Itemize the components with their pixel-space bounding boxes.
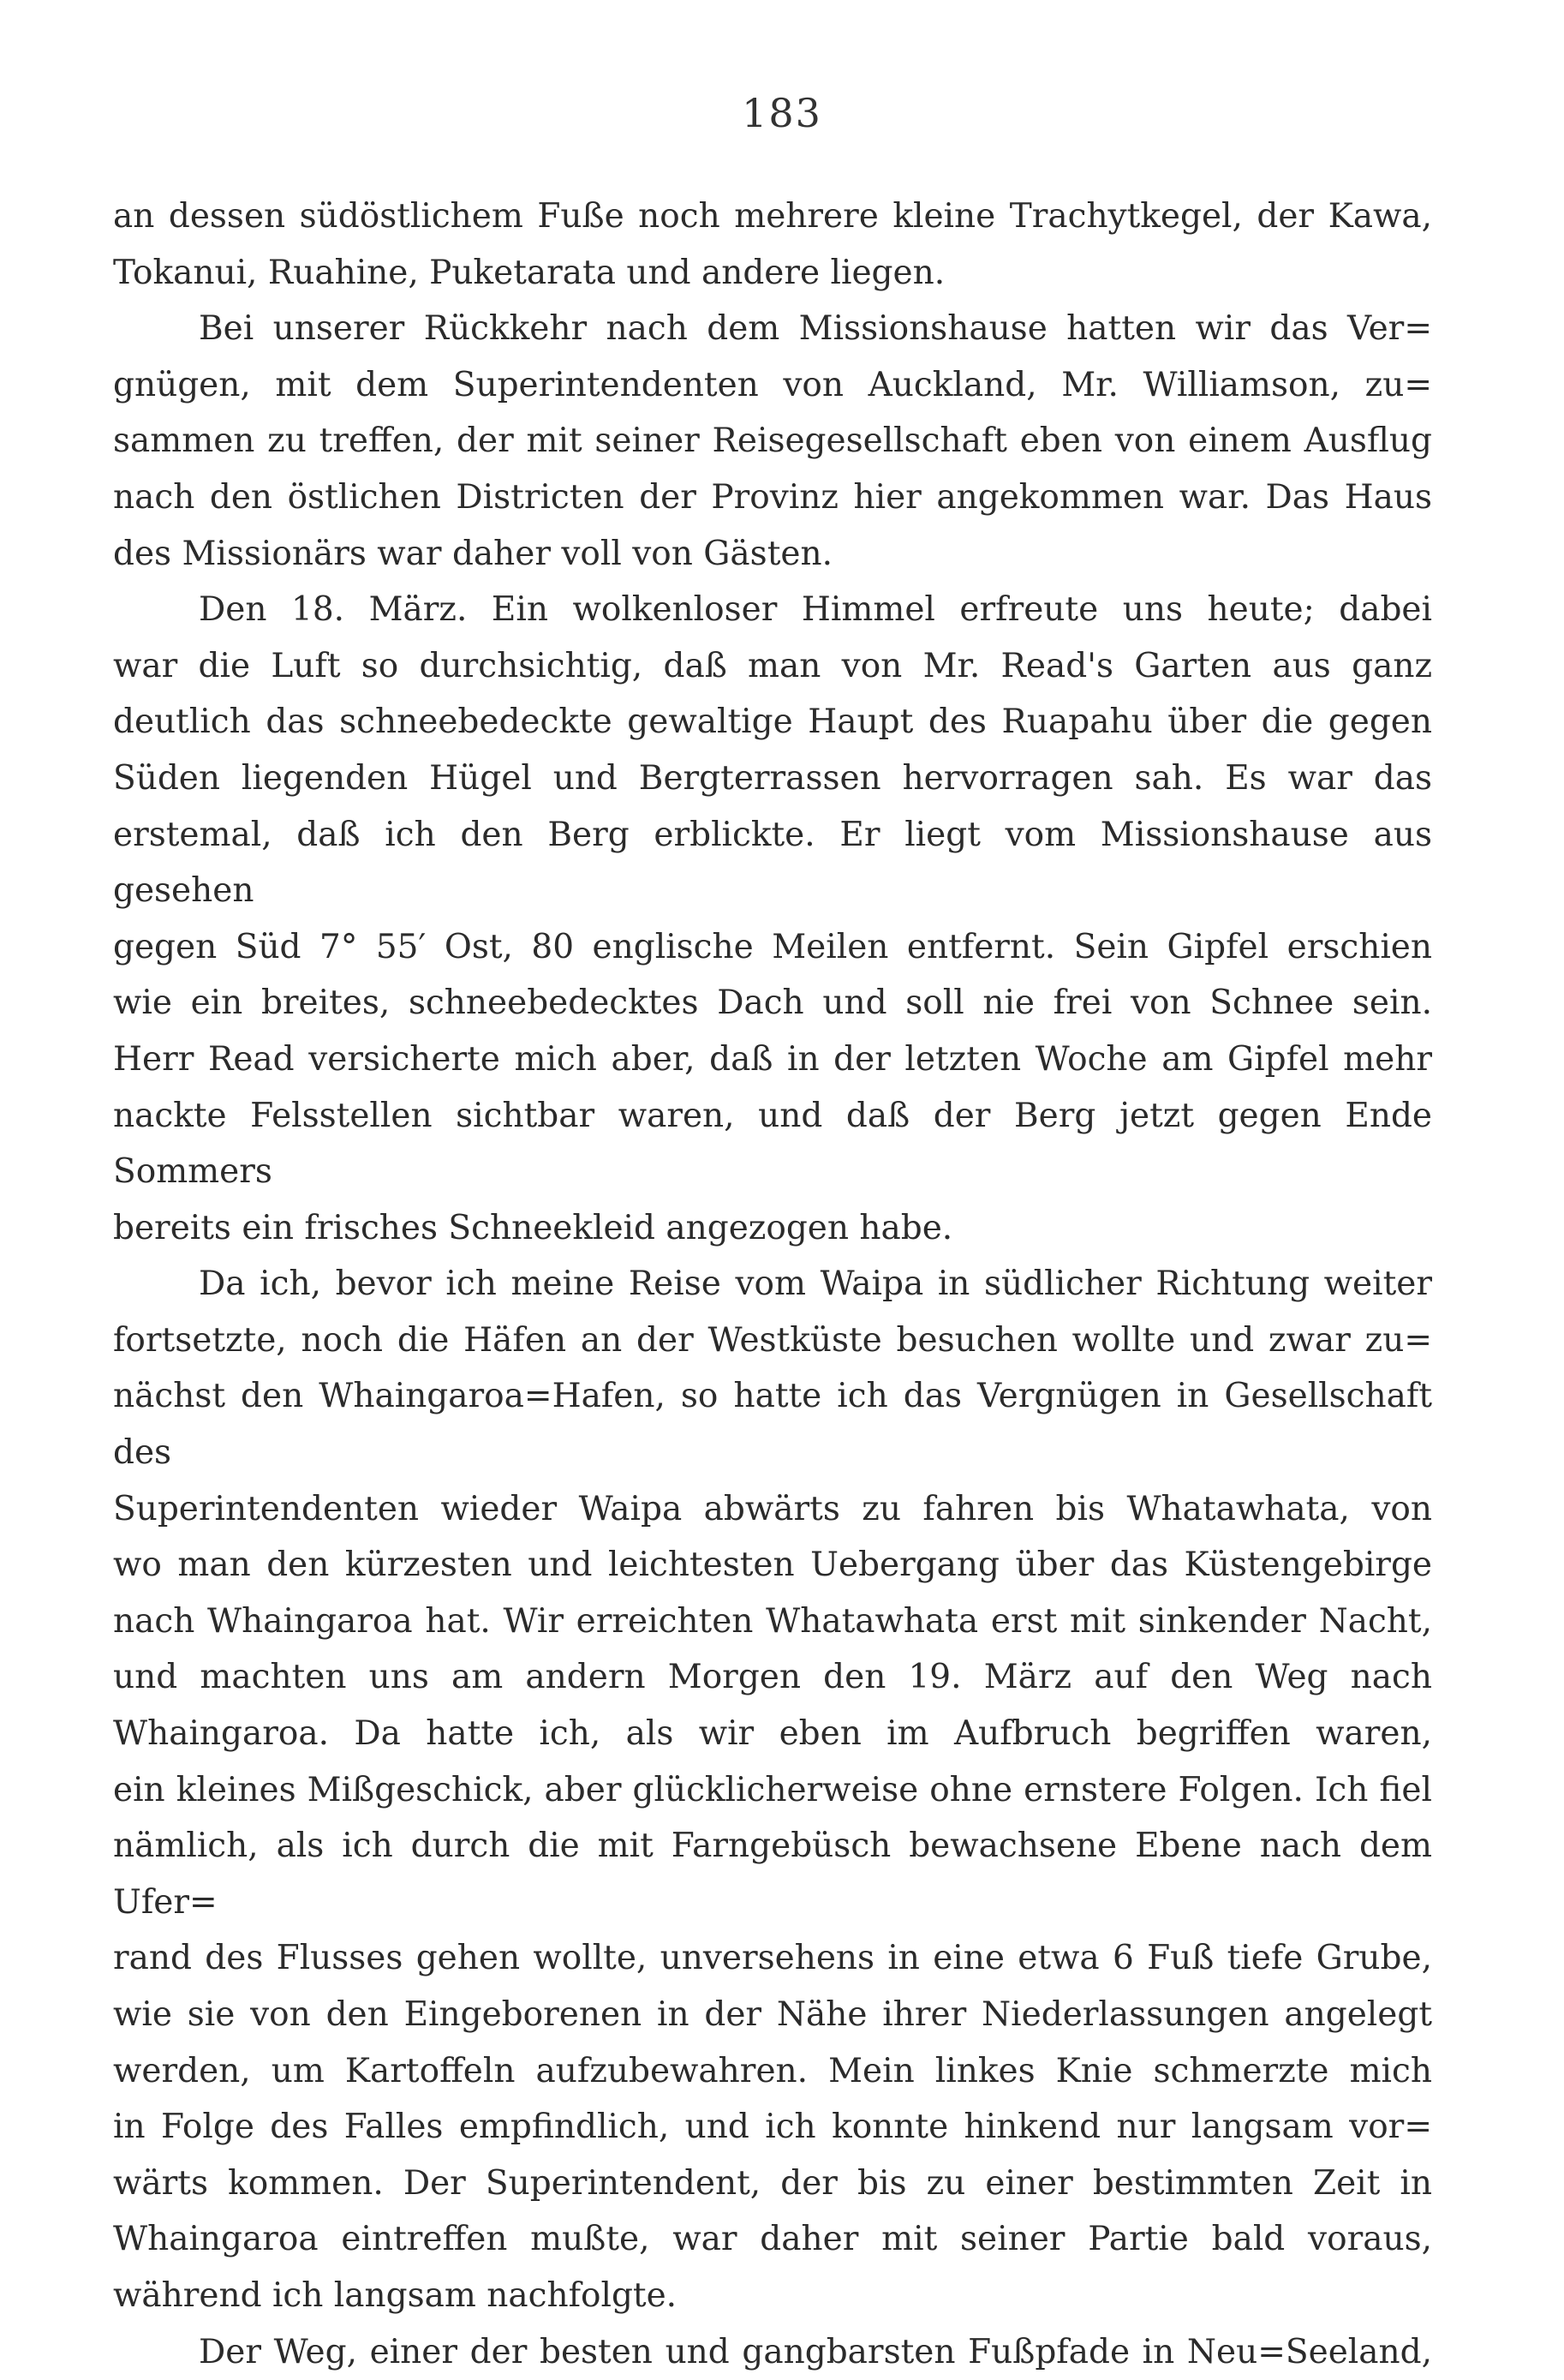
text-line: rand des Flusses gehen wollte, unversehens in eine etwa 6 Fuß tiefe Grube, [113,1939,1432,1978]
text-line: gnügen, mit dem Superintendenten von Auckland, Mr. Williamson, zu= [113,365,1432,404]
text-line: sammen zu treffen, der mit seiner Reisegesellschaft eben von einem Ausflug [113,422,1432,461]
text-line: an dessen südöstlichem Fuße noch mehrere kleine Trachytkegel, der Kawa, [113,197,1432,236]
text-line: bereits ein frisches Schneekleid angezogen habe. [113,1208,953,1247]
text-line: Whaingaroa. Da hatte ich, als wir eben im Aufbruch begriffen waren, [113,1714,1432,1754]
text-line: nach den östlichen Districten der Provinz hier angekommen war. Das Haus [113,477,1432,517]
page-number: 183 [742,90,822,136]
text-line: nach Whaingaroa hat. Wir erreichten Whatawhata erst mit sinkender Nacht, [113,1601,1432,1641]
text-line: und machten uns am andern Morgen den 19. März auf den Weg nach [113,1658,1432,1697]
text-line: des Missionärs war daher voll von Gästen. [113,534,833,573]
text-line: wie sie von den Eingeborenen in der Nähe ihrer Niederlassungen angelegt [113,1995,1432,2034]
text-line: gegen Süd 7° 55′ Ost, 80 englische Meilen entfernt. Sein Gipfel erschien [113,927,1432,966]
text-line: wo man den kürzesten und leichtesten Uebergang über das Küstengebirge [113,1546,1432,1585]
text-line: nackte Felsstellen sichtbar waren, und daß der Berg jetzt gegen Ende Sommers [113,1096,1432,1192]
text-line: Tokanui, Ruahine, Puketarata und andere liegen. [113,253,946,292]
text-line: Bei unserer Rückkehr nach dem Missionshause hatten wir das Ver= [199,309,1432,349]
text-line: wie ein breites, schneebedecktes Dach und soll nie frei von Schnee sein. [113,984,1432,1023]
text-line: erstemal, daß ich den Berg erblickte. Er liegt vom Missionshause aus gesehen [113,815,1432,911]
text-line: Superintendenten wieder Waipa abwärts zu fahren bis Whatawhata, von [113,1489,1432,1528]
text-line: Süden liegenden Hügel und Bergterrassen hervorragen sah. Es war das [113,758,1432,798]
text-line: war die Luft so durchsichtig, daß man von Mr. Read's Garten aus ganz [113,646,1432,685]
text-line: Da ich, bevor ich meine Reise vom Waipa in südlicher Richtung weiter [199,1265,1432,1304]
text-line: in Folge des Falles empfindlich, und ich konnte hinkend nur langsam vor= [113,2108,1432,2147]
text-line: Den 18. März. Ein wolkenloser Himmel erfreute uns heute; dabei [199,590,1432,630]
text-line: wärts kommen. Der Superintendent, der bis zu einer bestimmten Zeit in [113,2163,1432,2203]
text-line: werden, um Kartoffeln aufzubewahren. Mein linkes Knie schmerzte mich [113,2051,1432,2090]
text-line: nämlich, als ich durch die mit Farngebüsch bewachsene Ebene nach dem Ufer= [113,1827,1432,1922]
text-line: deutlich das schneebedeckte gewaltige Haupt des Ruapahu über die gegen [113,703,1432,742]
text-line: Herr Read versicherte mich aber, daß in der letzten Woche am Gipfel mehr [113,1039,1432,1079]
text-line: während ich langsam nachfolgte. [113,2275,678,2315]
text-line: nächst den Whaingaroa=Hafen, so hatte ich das Vergnügen in Gesellschaft des [113,1377,1432,1473]
body-text [113,188,1432,2380]
text-line: ein kleines Mißgeschick, aber glücklicherweise ohne ernstere Folgen. Ich fiel [113,1770,1432,1809]
text-line: Der Weg, einer der besten und gangbarsten Fußpfade in Neu=Seeland, [199,2332,1432,2371]
text-line: fortsetzte, noch die Häfen an der Westküste besuchen wollte und zwar zu= [113,1320,1432,1360]
text-line: Whaingaroa eintreffen mußte, war daher mit seiner Partie bald voraus, [113,2220,1432,2259]
